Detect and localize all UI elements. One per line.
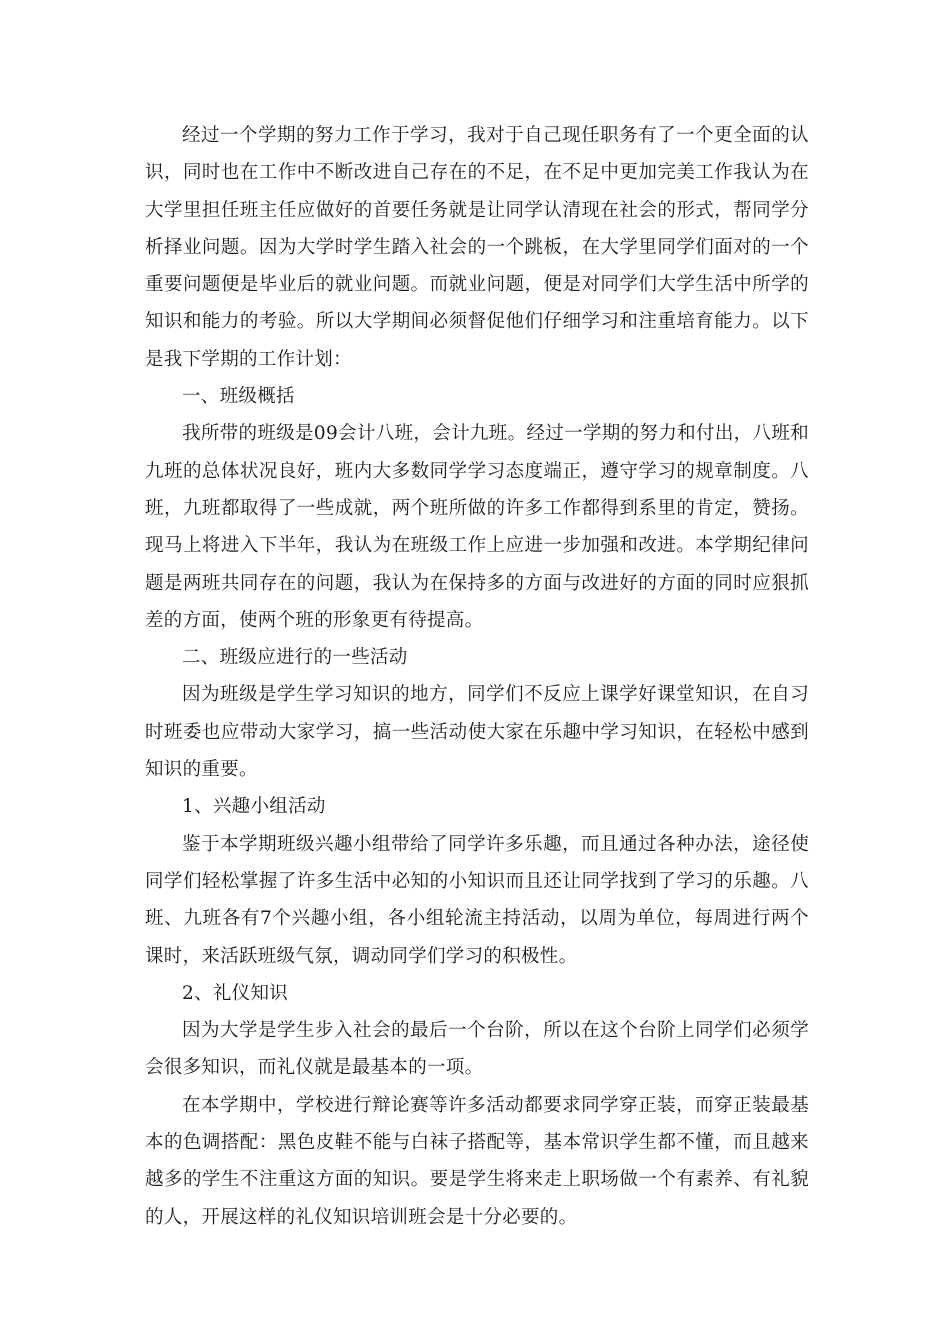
subsection-heading-interest-groups: 1、兴趣小组活动 — [182, 796, 326, 818]
paragraph-class-overview: 我所带的班级是09会计八班，会计九班。经过一学期的努力和付出，八班和九班的总体状况良好，班内大多数同学学习态度端正，遵守学习的规章制度。八班，九班都取得了一些成就，两个班所做的许多工作都得到系里的肯定，赞扬。现马上将进入下半年，我认为在班级工作上应进一步加强和改进。本学期纪律问题是两班共同存在的问题，我认为在保持多的方面与改进好的方面的同时应狠抓差的方面，使两个班的形象更有待提高。 — [145, 423, 809, 631]
section-heading-activities: 二、班级应进行的一些活动 — [182, 647, 408, 669]
paragraph-etiquette-2: 在本学期中，学校进行辩论赛等许多活动都要求同学穿正装，而穿正装最基本的色调搭配：黑色皮鞋不能与白袜子搭配等，基本常识学生都不懂，而且越来越多的学生不注重这方面的知识。要是学生将来走上职场做一个有素养、有礼貌的人，开展这样的礼仪知识培训班会是十分必要的。 — [145, 1094, 809, 1228]
paragraph-activities: 因为班级是学生学习知识的地方，同学们不反应上课学好课堂知识，在自习时班委也应带动大家学习，搞一些活动使大家在乐趣中学习知识，在轻松中感到知识的重要。 — [145, 684, 809, 781]
paragraph-interest-groups: 鉴于本学期班级兴趣小组带给了同学许多乐趣，而且通过各种办法，途径使同学们轻松掌握了许多生活中必知的小知识而且还让同学找到了学习的乐趣。八班、九班各有7个兴趣小组，各小组轮流主持活动，以周为单位，每周进行两个课时，来活跃班级气氛，调动同学们学习的积极性。 — [145, 833, 809, 967]
section-heading-class-overview: 一、班级概括 — [182, 386, 295, 408]
paragraph-intro: 经过一个学期的努力工作于学习，我对于自己现任职务有了一个更全面的认识，同时也在工作中不断改进自己存在的不足，在不足中更加完美工作我认为在大学里担任班主任应做好的首要任务就是让同学认清现在社会的形式，帮同学分析择业问题。因为大学时学生踏入社会的一个跳板，在大学里同学们面对的一个重要问题便是毕业后的就业问题。而就业问题，便是对同学们大学生活中所学的知识和能力的考验。所以大学期间必须督促他们仔细学习和注重培育能力。以下是我下学期的工作计划： — [145, 125, 809, 370]
paragraph-etiquette-1: 因为大学是学生步入社会的最后一个台阶，所以在这个台阶上同学们必须学会很多知识，而礼仪就是最基本的一项。 — [145, 1020, 809, 1079]
subsection-heading-etiquette: 2、礼仪知识 — [182, 982, 289, 1004]
document-body — [145, 117, 809, 1236]
